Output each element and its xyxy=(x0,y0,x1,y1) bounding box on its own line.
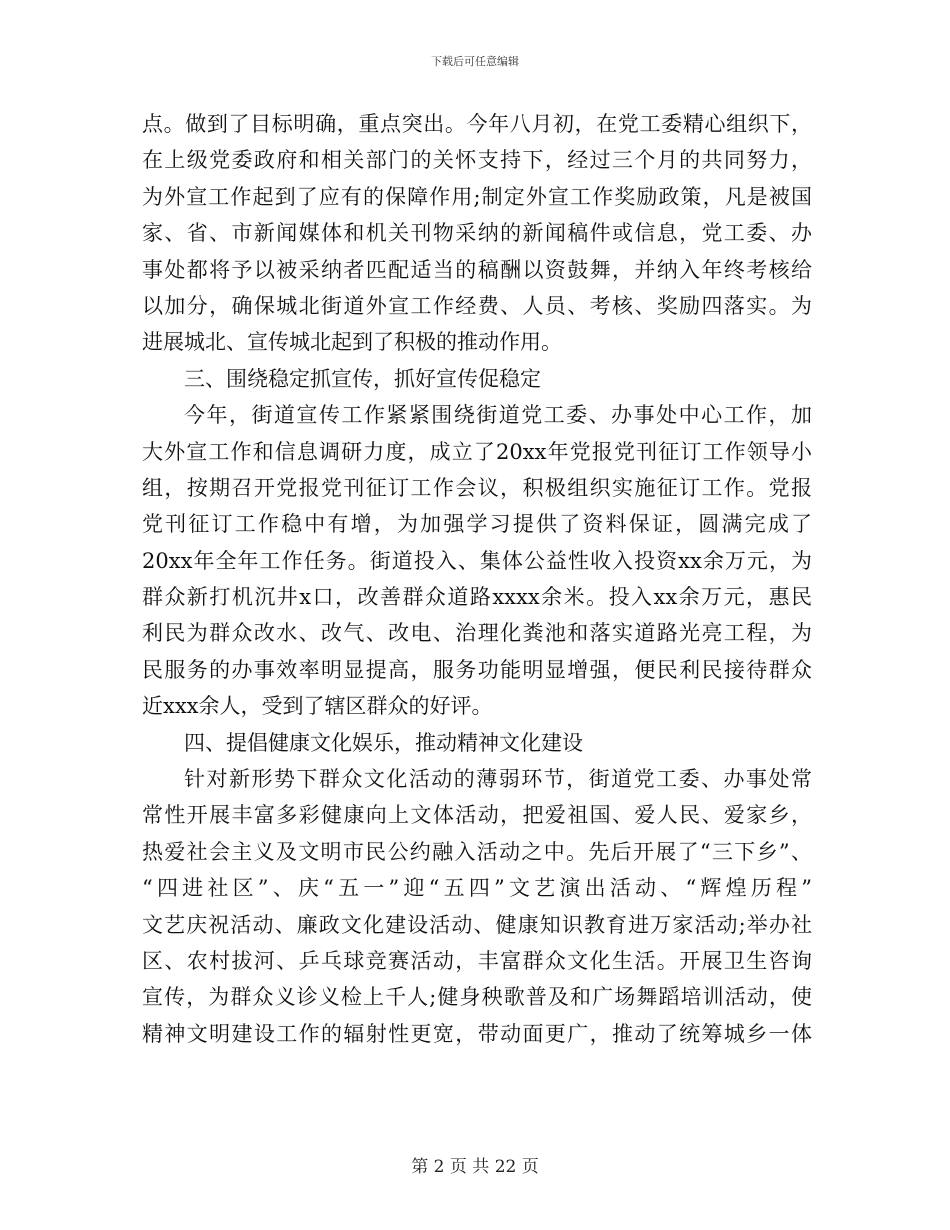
body-line: 热爱社会主义及文明市民公约融入活动之中。先后开展了“三下乡”、 xyxy=(142,839,812,864)
body-line: 20xx年全年工作任务。街道投入、集体公益性收入投资xx余万元，为 xyxy=(142,548,812,573)
body-line: 以加分，确保城北街道外宣工作经费、人员、考核、奖励四落实。为 xyxy=(142,293,812,318)
section-heading: 三、围绕稳定抓宣传，抓好宣传促稳定 xyxy=(184,366,541,391)
body-line: 家、省、市新闻媒体和机关刊物采纳的新闻稿件或信息，党工委、办 xyxy=(142,221,812,246)
body-line: 区、农村拔河、乒乓球竞赛活动，丰富群众文化生活。开展卫生咨询 xyxy=(142,948,812,973)
body-line: 针对新形势下群众文化活动的薄弱环节，街道党工委、办事处常 xyxy=(184,767,812,792)
body-line: 今年，街道宣传工作紧紧围绕街道党工委、办事处中心工作，加 xyxy=(184,403,812,428)
section-heading: 四、提倡健康文化娱乐，推动精神文化建设 xyxy=(184,730,583,755)
body-line: 点。做到了目标明确，重点突出。今年八月初，在党工委精心组织下， xyxy=(142,112,812,136)
body-line: 精神文明建设工作的辐射性更宽，带动面更广，推动了统筹城乡一体 xyxy=(142,1021,812,1046)
page-number: 第 2 页 共 22 页 xyxy=(411,1157,539,1177)
body-line: 常性开展丰富多彩健康向上文体活动，把爱祖国、爱人民、爱家乡， xyxy=(142,803,812,828)
body-line: 进展城北、宣传城北起到了积极的推动作用。 xyxy=(142,330,562,355)
body-line: 宣传，为群众义诊义检上千人;健身秧歌普及和广场舞蹈培训活动，使 xyxy=(142,985,812,1010)
body-line: 为外宣工作起到了应有的保障作用;制定外宣工作奖励政策，凡是被国 xyxy=(142,184,812,209)
body-line: 利民为群众改水、改气、改电、治理化粪池和落实道路光亮工程，为 xyxy=(142,621,812,646)
body-line: 群众新打机沉井x口，改善群众道路xxxx余米。投入xx余万元，惠民 xyxy=(142,585,812,610)
body-line: 文艺庆祝活动、廉政文化建设活动、健康知识教育进万家活动;举办社 xyxy=(142,912,812,937)
body-line: 大外宣工作和信息调研力度，成立了20xx年党报党刊征订工作领导小 xyxy=(142,439,812,464)
body-line: “四进社区”、庆“五一”迎“五四”文艺演出活动、“辉煌历程” xyxy=(142,876,812,901)
body-line: 组，按期召开党报党刊征订工作会议，积极组织实施征订工作。党报 xyxy=(142,475,812,500)
body-line: 党刊征订工作稳中有增，为加强学习提供了资料保证，圆满完成了 xyxy=(142,512,812,537)
body-line: 在上级党委政府和相关部门的关怀支持下，经过三个月的共同努力， xyxy=(142,148,812,173)
header-note: 下载后可任意编辑 xyxy=(431,55,519,68)
body-line: 民服务的办事效率明显提高，服务功能明显增强，便民利民接待群众 xyxy=(142,657,812,682)
body-line: 事处都将予以被采纳者匹配适当的稿酬以资鼓舞，并纳入年终考核给 xyxy=(142,257,812,282)
document-body xyxy=(142,106,812,1052)
body-line: 近xxx余人，受到了辖区群众的好评。 xyxy=(142,694,493,719)
